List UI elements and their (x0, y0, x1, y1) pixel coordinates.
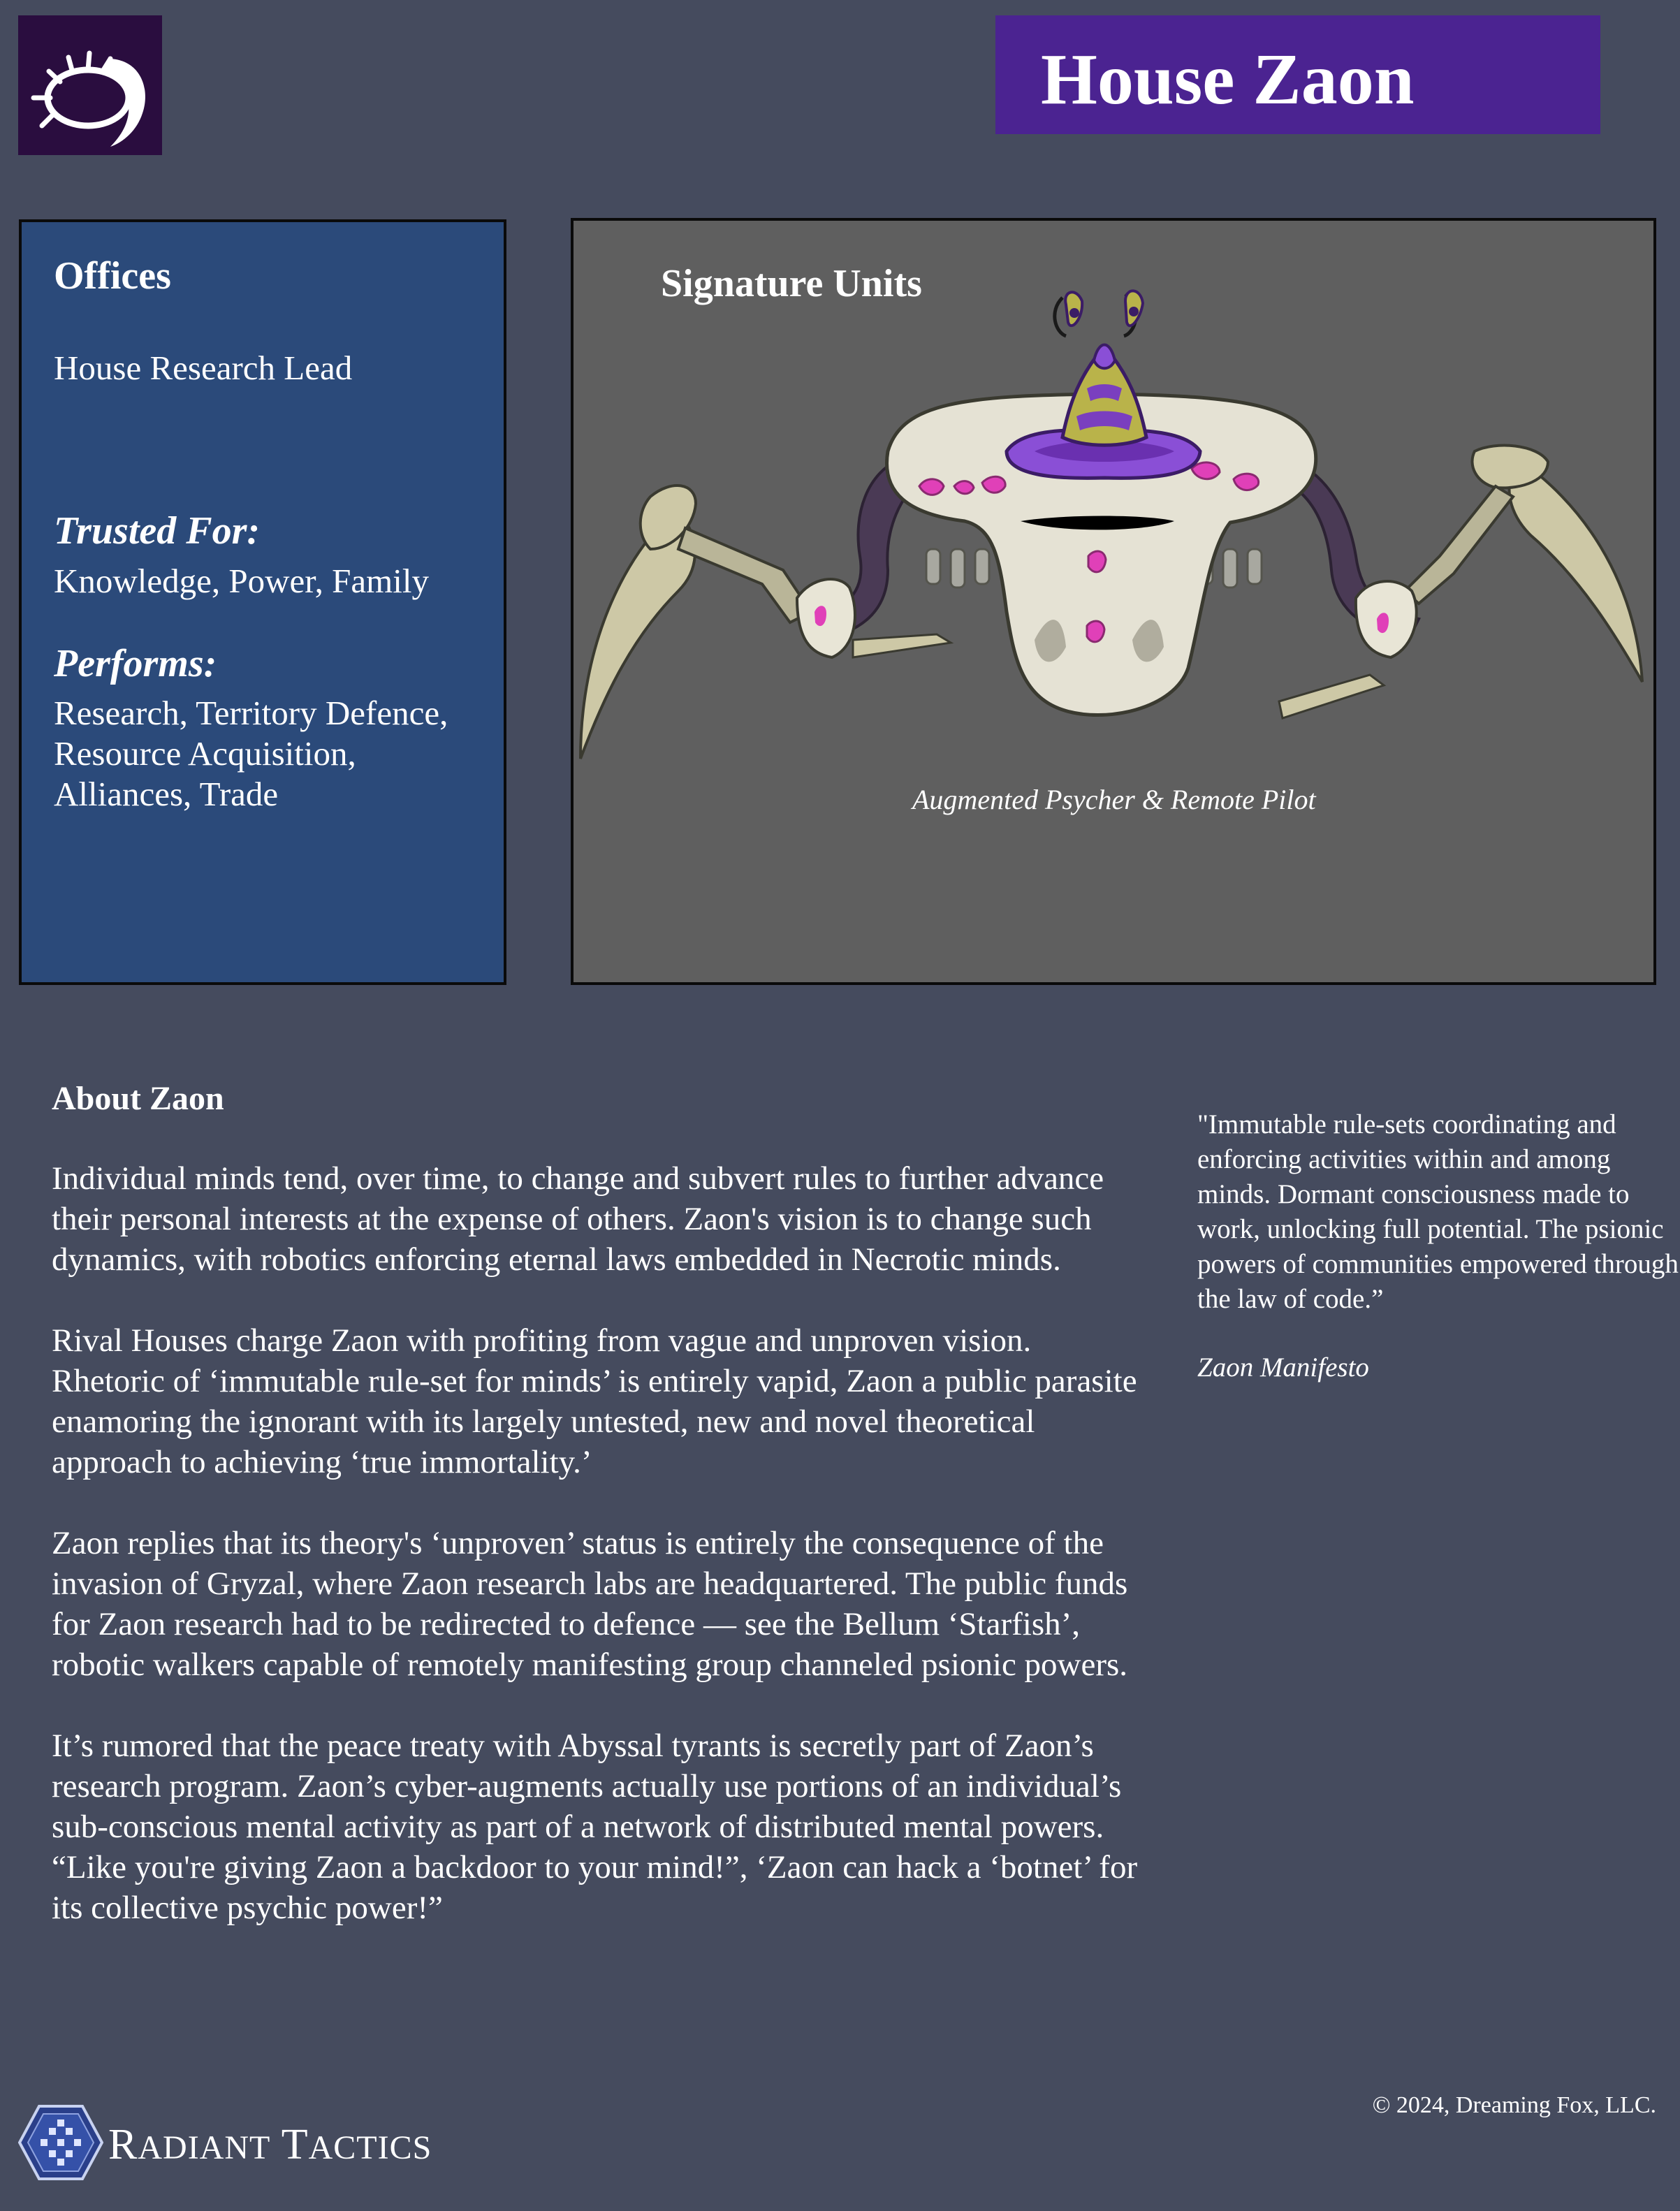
radiant-tactics-hex-icon (18, 2104, 103, 2181)
brand-second-letter: T (281, 2121, 309, 2168)
manifesto-quote: "Immutable rule-sets coordinating and enforcing activities within and among minds. Dormant consciousness made to work, unlocking full potential. The psionic powers of communities empowered through the law of code.” (1197, 1109, 1679, 1314)
about-paragraph: It’s rumored that the peace treaty with Abyssal tyrants is secretly part of Zaon’s research program. Zaon’s cyber-augments actually use portions of an individual’s sub-conscious mental activity as part of a network of distributed mental powers. “Like you're giving Zaon a backdoor to your mind!”, ‘Zaon can hack a ‘botnet’ for its collective psychic power!” (52, 1728, 1138, 1926)
page-title: House Zaon (1041, 39, 1415, 119)
about-paragraph: Individual minds tend, over time, to change and subvert rules to further advance their personal interests at the expense of others. Zaon's vision is to change such dynamics, with robotics enforcing eternal laws embedded in Necrotic minds. (52, 1160, 1104, 1278)
house-zaon-emblem-icon (18, 15, 162, 155)
about-paragraph: Rival Houses charge Zaon with profiting from vague and unproven vision. Rhetoric of ‘immutable rule-set for minds’ is entirely vapid, Zaon a public parasite enamoring the ignorant with its largely untested, new and novel theoretical approach to achieving ‘true immortality.’ (52, 1322, 1137, 1480)
brand-first-letter: R (108, 2121, 138, 2168)
about-paragraph: Zaon replies that its theory's ‘unproven’ status is entirely the consequence of the invasion of Gryzal, where Zaon research labs are headquartered. The public funds for Zaon research had to be redirected to defence — see the Bellum ‘Starfish’, robotic walkers capable of remotely manifesting group channeled psionic powers. (52, 1525, 1128, 1683)
copyright: © 2024, Dreaming Fox, LLC. (1372, 2092, 1656, 2118)
trusted-for-text: Knowledge, Power, Family (54, 562, 429, 600)
offices-role: House Research Lead (54, 349, 353, 387)
offices-heading: Offices (54, 254, 171, 298)
house-logo (18, 15, 162, 155)
brand-second-rest: ACTICS (308, 2129, 432, 2166)
trusted-for-heading: Trusted For: (54, 509, 261, 553)
about-body (52, 1158, 1141, 1969)
performs-text: Research, Territory Defence, Resource Acquisition, Alliances, Trade (54, 694, 448, 813)
brand-name (108, 2120, 432, 2170)
signature-units-heading: Signature Units (661, 262, 922, 305)
brand-first-rest: ADIANT (138, 2129, 271, 2166)
title-banner (995, 15, 1600, 134)
psycher-walker-illustration (574, 221, 1653, 982)
unit-caption: Augmented Psycher & Remote Pilot (912, 784, 1316, 815)
offices-panel (19, 219, 506, 985)
signature-units-panel (571, 218, 1656, 985)
quote-attribution: Zaon Manifesto (1197, 1352, 1369, 1382)
performs-heading: Performs: (54, 642, 217, 685)
about-heading: About Zaon (52, 1080, 224, 1117)
